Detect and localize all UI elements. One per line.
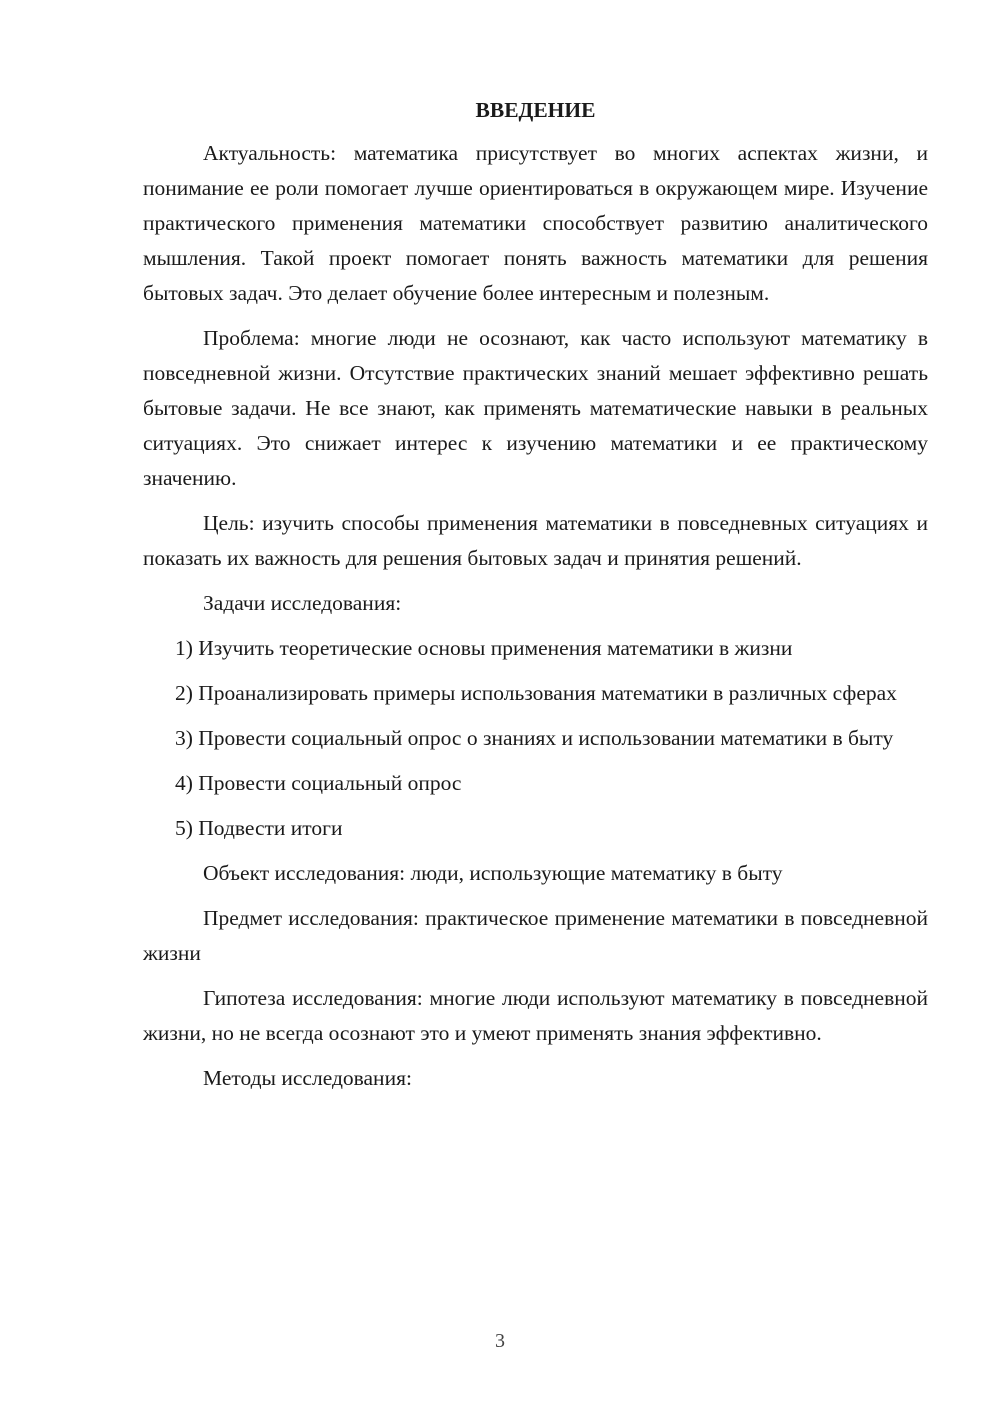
paragraph-problem: Проблема: многие люди не осознают, как часто используют математику в повседневной жизни. Отсутствие практических знаний мешает эффективно решать бытовые задачи. Не все знают, как применять математические навыки в реальных ситуациях. Это снижает интерес к изучению математики и ее практическому значению.	[143, 326, 928, 490]
paragraph-methods: Методы исследования:	[203, 1066, 412, 1090]
task-item-3: 3) Провести социальный опрос о знаниях и использовании математики в быту	[175, 726, 894, 750]
paragraph-hypothesis: Гипотеза исследования: многие люди используют математику в повседневной жизни, но не всегда осознают это и умеют применять знания эффективно.	[143, 986, 928, 1045]
task-item-5: 5) Подвести итоги	[175, 816, 343, 840]
document-title: ВВЕДЕНИЕ	[475, 98, 596, 122]
page-number: 3	[495, 1330, 505, 1352]
task-item-2: 2) Проанализировать примеры использования математики в различных сферах	[175, 681, 897, 705]
paragraph-goal: Цель: изучить способы применения математики в повседневных ситуациях и показать их важность для решения бытовых задач и принятия решений.	[143, 511, 928, 570]
paragraph-tasks-heading: Задачи исследования:	[203, 591, 402, 615]
paragraph-relevance: Актуальность: математика присутствует во многих аспектах жизни, и понимание ее роли помогает лучше ориентироваться в окружающем мире. Изучение практического применения математики способствует развитию аналитического мышления. Такой проект помогает понять важность математики для решения бытовых задач. Это делает обучение более интересным и полезным.	[143, 141, 928, 305]
document-page	[143, 90, 928, 1106]
paragraph-subject: Предмет исследования: практическое применение математики в повседневной жизни	[143, 906, 928, 965]
task-item-1: 1) Изучить теоретические основы применения математики в жизни	[175, 636, 793, 660]
task-item-4: 4) Провести социальный опрос	[175, 771, 462, 795]
paragraph-object: Объект исследования: люди, использующие математику в быту	[203, 861, 783, 885]
